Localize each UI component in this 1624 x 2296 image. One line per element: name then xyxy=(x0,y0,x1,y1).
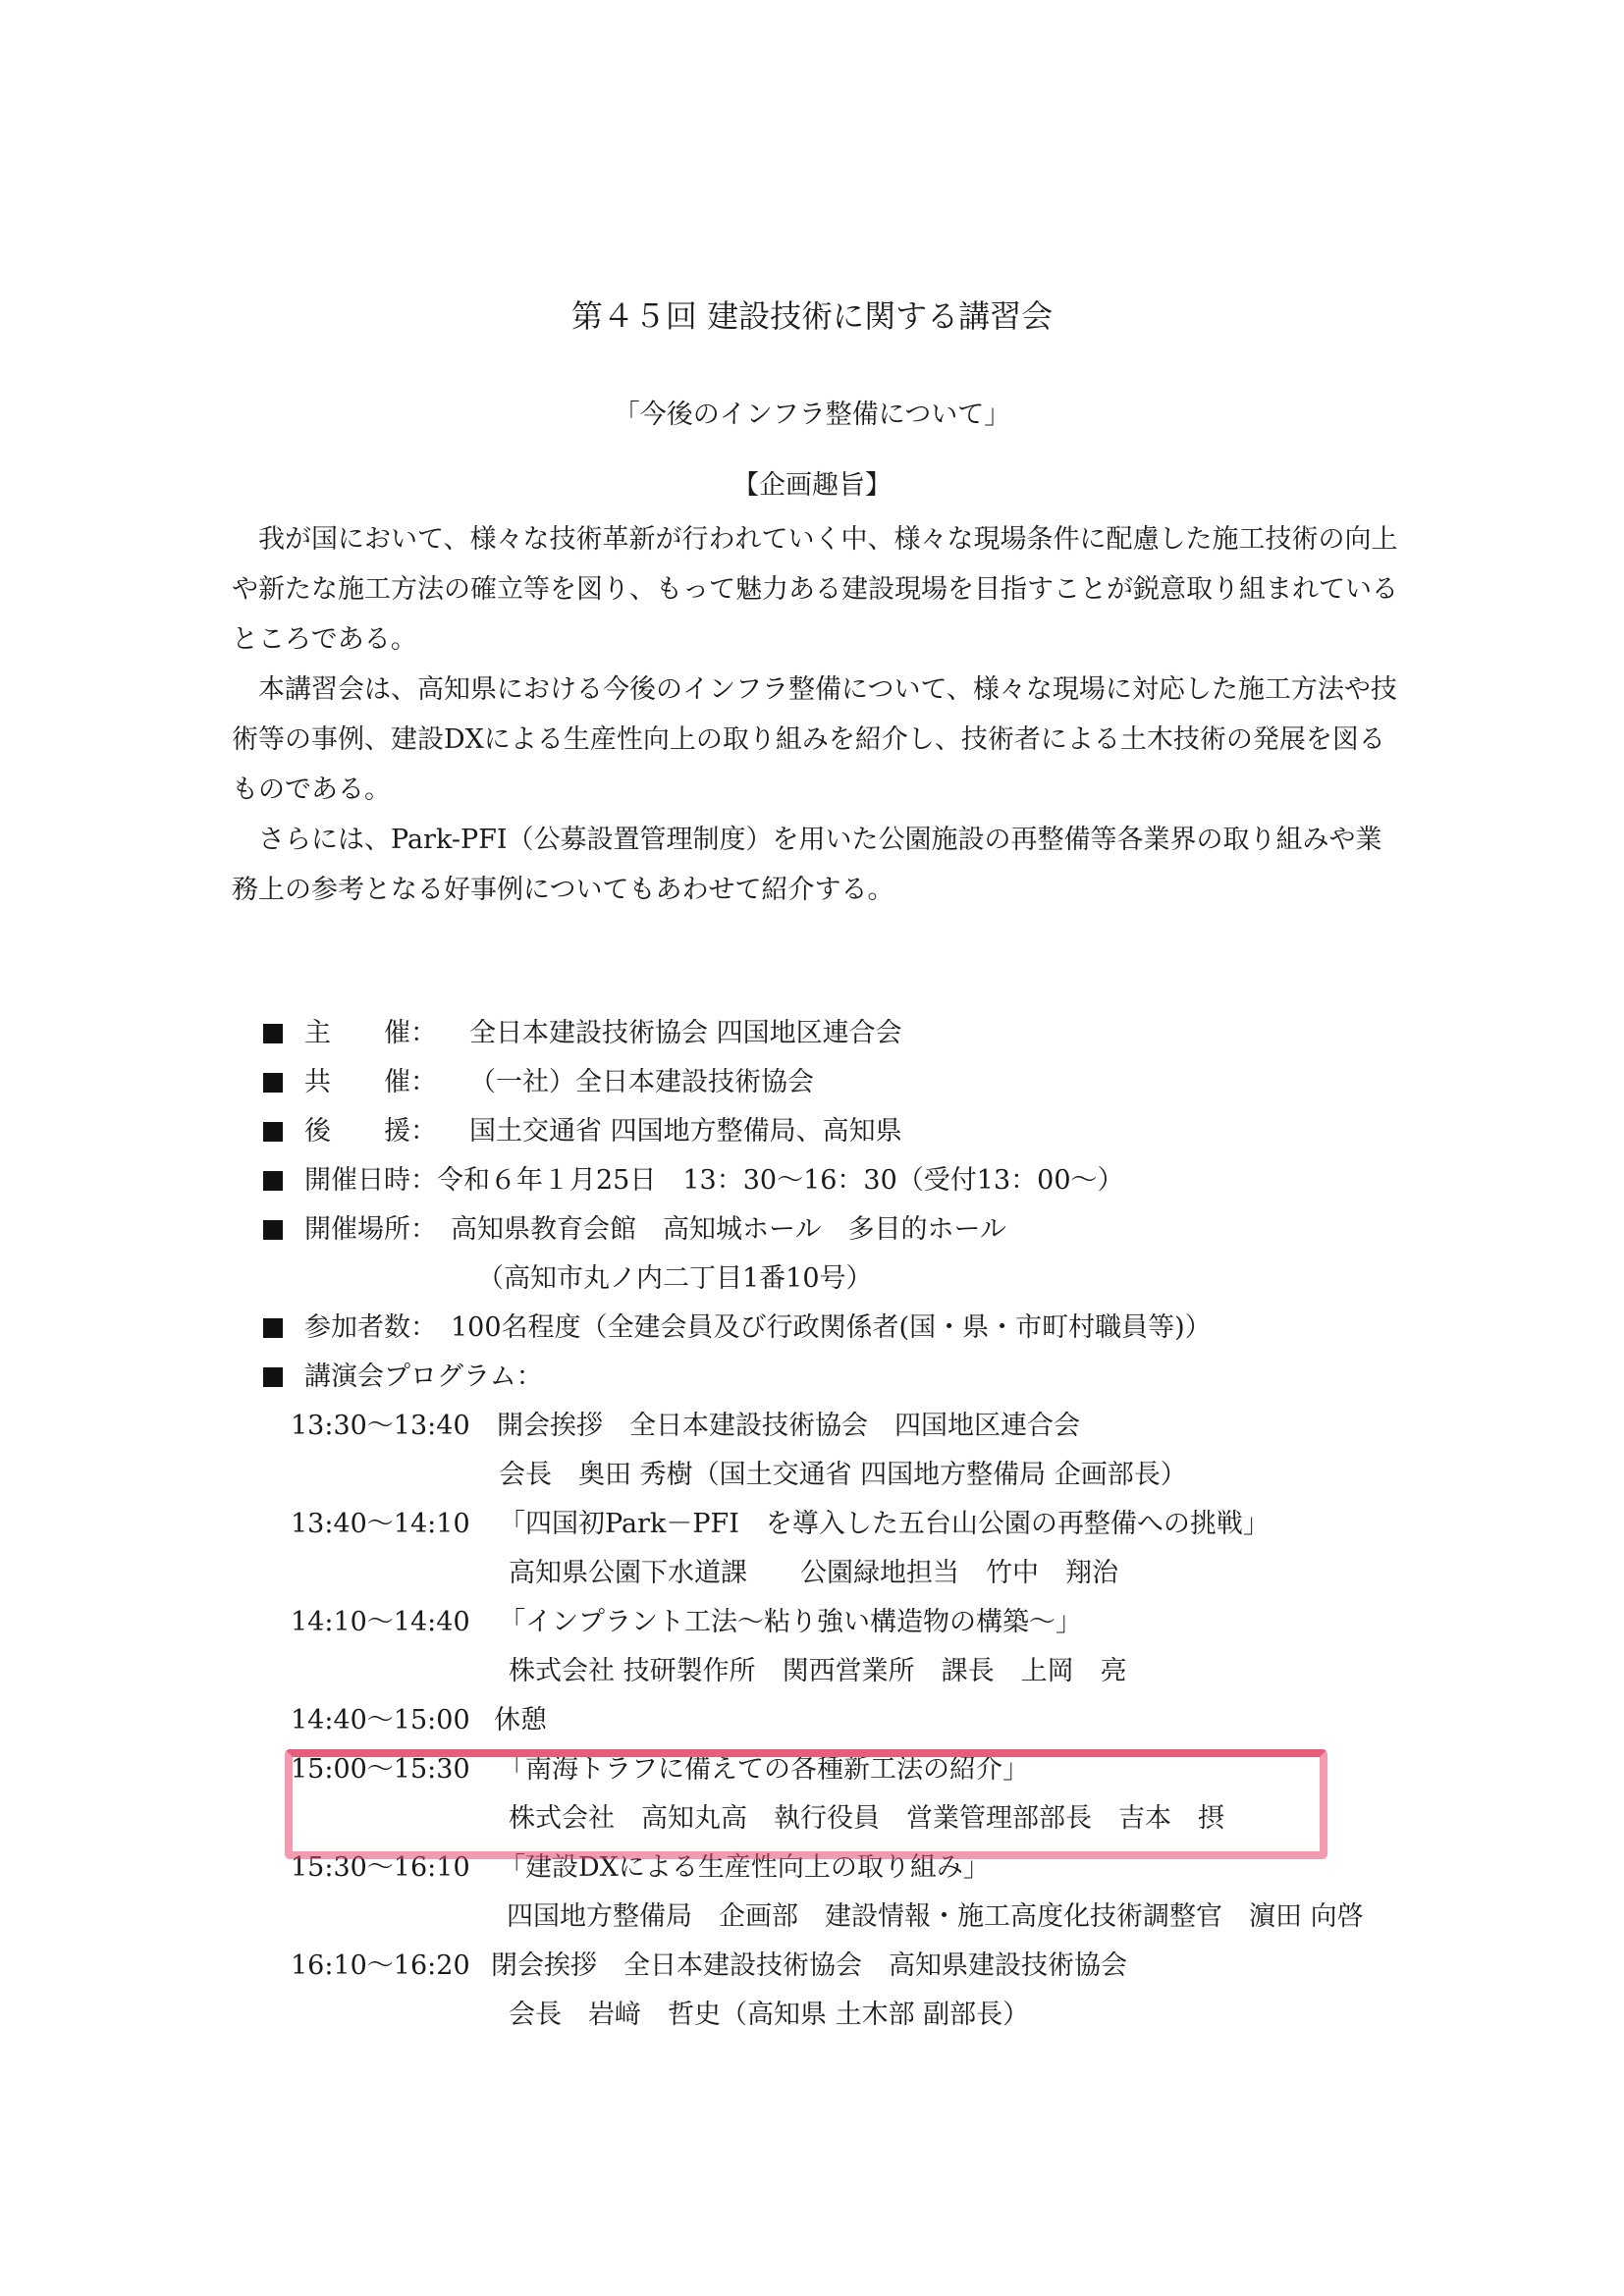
purpose-section xyxy=(232,514,1400,915)
program-list xyxy=(291,1402,1567,2040)
program-speaker-row xyxy=(291,1549,1567,1598)
program-title: 開会挨拶 全日本建設技術協会 四国地区連合会 xyxy=(497,1411,1080,1441)
program-time: 13:40～14:10 xyxy=(291,1509,470,1539)
program-time: 16:10～16:20 xyxy=(291,1950,470,1981)
program-title: 休憩 xyxy=(494,1705,547,1735)
purpose-paragraph: 我が国において、様々な技術革新が行われていく中、様々な現場条件に配慮した施工技術の向上や新たな施工方法の確立等を図り、もって魅力ある建設現場を目指すことが鋭意取り組まれているところである。 xyxy=(232,524,1398,655)
document-subtitle: 「今後のインフラ整備について」 xyxy=(613,400,1011,430)
program-title: 「南海トラフに備えての各種新工法の紹介」 xyxy=(499,1754,1029,1785)
program-speaker: 株式会社 技研製作所 関西営業所 課長 上岡 亮 xyxy=(509,1656,1127,1686)
info-label: 後 援： xyxy=(304,1116,437,1147)
info-label: 参加者数： xyxy=(304,1312,437,1343)
document-title: 第４５回 建設技術に関する講習会 xyxy=(570,297,1054,335)
program-speaker-row xyxy=(291,1893,1567,1942)
program-speaker-row xyxy=(291,1451,1567,1500)
program-time: 15:00～15:30 xyxy=(291,1754,470,1785)
info-venue xyxy=(263,1205,1540,1255)
program-speaker: 四国地方整備局 企画部 建設情報・施工高度化技術調整官 濵田 向啓 xyxy=(507,1901,1364,1932)
program-speaker: 株式会社 高知丸高 執行役員 営業管理部部長 吉本 摂 xyxy=(509,1803,1224,1834)
program-title: 「インプラント工法～粘り強い構造物の構築～」 xyxy=(499,1607,1082,1637)
info-venue-address xyxy=(263,1255,1540,1304)
program-time: 14:40～15:00 xyxy=(291,1705,470,1735)
square-bullet-icon xyxy=(263,1367,283,1387)
info-co-organizer xyxy=(263,1058,1540,1107)
purpose-paragraph: 本講習会は、高知県における今後のインフラ整備について、様々な現場に対応した施工方法や技術等の事例、建設DXによる生産性向上の取り組みを紹介し、技術者による土木技術の発展を図るものである。 xyxy=(232,674,1397,805)
info-value: 国土交通省 四国地方整備局、高知県 xyxy=(469,1116,902,1147)
program-title: 「四国初Park－PFI を導入した五台山公園の再整備への挑戦」 xyxy=(499,1509,1270,1539)
square-bullet-icon xyxy=(263,1318,283,1338)
info-value: 令和６年１月25日 13：30～16：30（受付13：00～） xyxy=(437,1165,1124,1196)
square-bullet-icon xyxy=(263,1073,283,1093)
highlight-box xyxy=(285,1749,1327,1859)
info-label: 講演会プログラム： xyxy=(304,1362,543,1392)
square-bullet-icon xyxy=(263,1220,283,1240)
info-date xyxy=(263,1156,1540,1205)
square-bullet-icon xyxy=(263,1171,283,1191)
program-title: 閉会挨拶 全日本建設技術協会 高知県建設技術協会 xyxy=(491,1950,1127,1981)
program-speaker: 会長 奥田 秀樹（国土交通省 四国地方整備局 企画部長） xyxy=(499,1460,1187,1490)
info-label: 主 催： xyxy=(304,1018,437,1048)
program-speaker: 会長 岩﨑 哲史（高知県 土木部 副部長） xyxy=(509,2000,1030,2030)
program-speaker-row xyxy=(291,1647,1567,1696)
program-item xyxy=(291,1598,1567,1647)
program-time: 13:30～13:40 xyxy=(291,1411,470,1441)
square-bullet-icon xyxy=(263,1024,283,1043)
info-value: 全日本建設技術協会 四国地区連合会 xyxy=(469,1018,902,1048)
program-time: 14:10～14:40 xyxy=(291,1607,470,1637)
purpose-paragraph: さらには、Park-PFI（公募設置管理制度）を用いた公園施設の再整備等各業界の取り組みや業務上の参考となる好事例についてもあわせて紹介する。 xyxy=(232,825,1382,905)
program-title: 「建設DXによる生産性向上の取り組み」 xyxy=(499,1852,990,1883)
purpose-heading: 【企画趣旨】 xyxy=(732,470,892,501)
program-item xyxy=(291,1696,1567,1745)
info-value: 100名程度（全建会員及び行政関係者(国・県・市町村職員等)） xyxy=(451,1312,1212,1343)
info-value: （高知市丸ノ内二丁目1番10号） xyxy=(477,1263,873,1294)
program-speaker-row xyxy=(291,1991,1567,2040)
program-speaker: 高知県公園下水道課 公園緑地担当 竹中 翔治 xyxy=(509,1558,1118,1588)
info-program-heading xyxy=(263,1353,1540,1402)
info-participants xyxy=(263,1304,1540,1353)
info-support xyxy=(263,1107,1540,1156)
info-label: 共 催： xyxy=(304,1067,437,1097)
program-time: 15:30～16:10 xyxy=(291,1852,470,1883)
info-value: 高知県教育会館 高知城ホール 多目的ホール xyxy=(451,1214,1006,1245)
info-label: 開催場所： xyxy=(304,1214,437,1245)
program-item xyxy=(291,1500,1567,1549)
program-item xyxy=(291,1942,1567,1991)
square-bullet-icon xyxy=(263,1122,283,1142)
info-value: （一社）全日本建設技術協会 xyxy=(469,1067,814,1097)
info-organizer xyxy=(263,1009,1540,1058)
event-info-list xyxy=(263,1009,1540,1402)
info-label: 開催日時： xyxy=(304,1165,437,1196)
program-item xyxy=(291,1402,1567,1451)
